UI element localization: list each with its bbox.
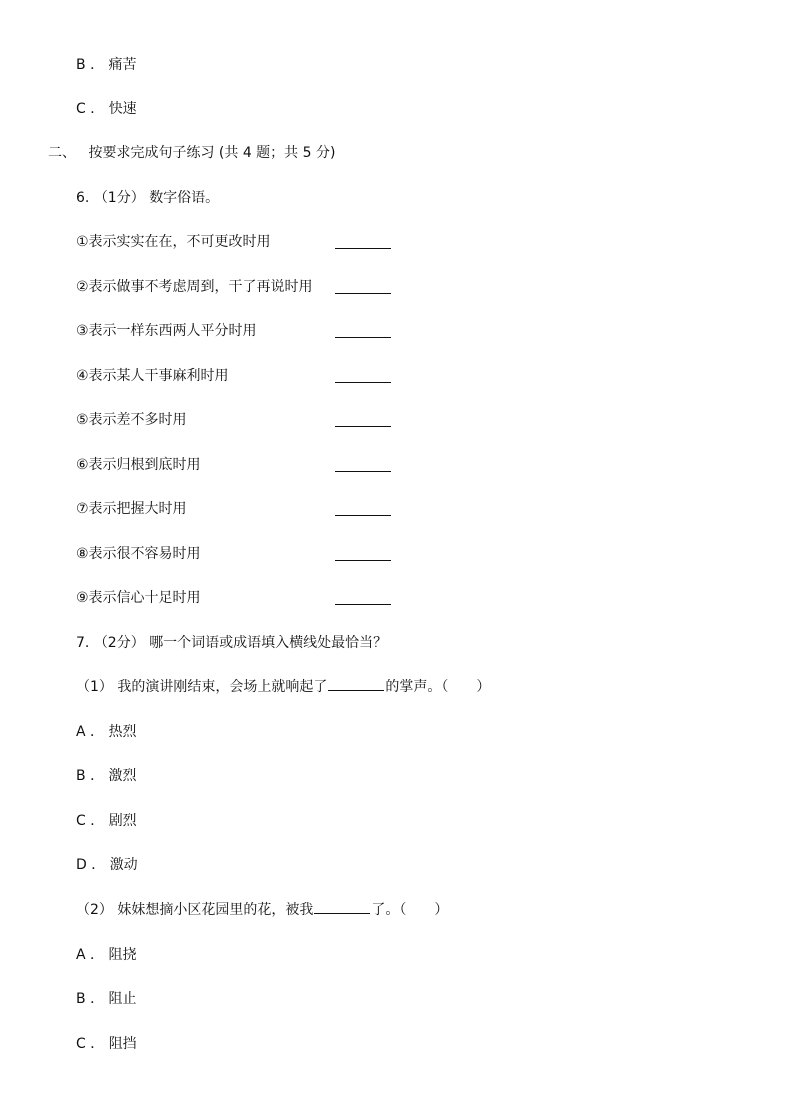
- sub-question-number: （2）: [76, 902, 113, 918]
- q6-item-2: ②表示做事不考虑周到，干了再说时用: [76, 279, 313, 295]
- option-letter: B: [76, 768, 86, 784]
- sub-question-text-after: 了。（: [371, 902, 407, 918]
- paren-close: ）: [434, 902, 449, 918]
- q7-sub1-option-b[interactable]: [76, 766, 137, 786]
- option-c-prev: [76, 99, 137, 119]
- q6-answer-blank-5[interactable]: [335, 426, 391, 427]
- sub-question-text-after: 的掌声。（: [385, 679, 449, 695]
- question-score: （1分）: [93, 190, 145, 206]
- option-text: 痛苦: [108, 57, 137, 73]
- question-prompt: 数字俗语。: [149, 190, 220, 206]
- option-text: 阻挠: [108, 947, 137, 963]
- q6-answer-blank-9[interactable]: [335, 604, 391, 605]
- q7-sub2-option-c[interactable]: [76, 1034, 137, 1054]
- question-prompt: 哪一个词语或成语填入横线处最恰当？: [149, 635, 388, 651]
- option-separator: ．: [90, 1036, 105, 1052]
- option-separator: ．: [90, 947, 105, 963]
- q6-answer-blank-1[interactable]: [335, 248, 391, 249]
- option-text: 阻止: [108, 991, 137, 1007]
- q7-sub2-option-a[interactable]: [76, 945, 136, 965]
- q6-answer-blank-4[interactable]: [335, 382, 391, 383]
- option-text: 快速: [108, 101, 137, 117]
- q7-sub1-stem: [76, 677, 490, 697]
- paren-close: ）: [476, 679, 491, 695]
- option-separator: ．: [90, 813, 105, 829]
- option-separator: ．: [90, 991, 105, 1007]
- q6-answer-blank-6[interactable]: [335, 471, 391, 472]
- q6-item-6: ⑥表示归根到底时用: [76, 457, 201, 473]
- q6-item-1: ①表示实实在在，不可更改时用: [76, 234, 271, 250]
- q7-sub2-stem: [76, 900, 448, 920]
- option-separator: ．: [90, 724, 105, 740]
- question-score: （2分）: [93, 635, 145, 651]
- question-7-header: [76, 633, 387, 653]
- question-number: 6.: [76, 190, 90, 206]
- option-text: 阻挡: [108, 1036, 137, 1052]
- option-letter: A: [76, 724, 86, 740]
- q6-item-5: ⑤表示差不多时用: [76, 412, 187, 428]
- option-text: 激动: [109, 857, 138, 873]
- q6-item-4: ④表示某人干事麻利时用: [76, 368, 229, 384]
- q6-answer-blank-2[interactable]: [335, 293, 391, 294]
- q6-answer-blank-7[interactable]: [335, 515, 391, 516]
- q7-sub1-fill-blank[interactable]: [328, 690, 384, 691]
- section-heading: [48, 143, 335, 163]
- option-letter: D: [76, 857, 87, 873]
- sub-question-number: （1）: [76, 679, 113, 695]
- q6-item-7: ⑦表示把握大时用: [76, 501, 187, 517]
- q6-item-3: ③表示一样东西两人平分时用: [76, 323, 257, 339]
- sub-question-text-before: 妹妹想摘小区花园里的花，被我: [117, 902, 314, 918]
- q7-sub2-fill-blank[interactable]: [314, 913, 370, 914]
- option-letter: C: [76, 813, 86, 829]
- q6-item-8: ⑧表示很不容易时用: [76, 546, 201, 562]
- question-number: 7.: [76, 635, 90, 651]
- option-letter: C: [76, 101, 86, 117]
- option-separator: ．: [90, 101, 105, 117]
- option-text: 激烈: [108, 768, 137, 784]
- option-separator: ．: [91, 857, 106, 873]
- sub-question-text-before: 我的演讲刚结束，会场上就响起了: [117, 679, 328, 695]
- q7-sub1-option-d[interactable]: [76, 855, 138, 875]
- q7-sub1-option-c[interactable]: [76, 811, 137, 831]
- q6-answer-blank-8[interactable]: [335, 560, 391, 561]
- q7-sub2-option-b[interactable]: [76, 989, 137, 1009]
- option-letter: B: [76, 991, 86, 1007]
- option-letter: A: [76, 947, 86, 963]
- section-number: 二、: [48, 145, 76, 161]
- option-text: 剧烈: [108, 813, 137, 829]
- option-b-prev: [76, 55, 137, 75]
- option-separator: ．: [90, 57, 105, 73]
- section-title: 按要求完成句子练习 (共 4 题；共 5 分): [88, 145, 336, 161]
- option-separator: ．: [90, 768, 105, 784]
- option-text: 热烈: [108, 724, 137, 740]
- q7-sub1-option-a[interactable]: [76, 722, 136, 742]
- question-6-header: [76, 188, 219, 208]
- option-letter: C: [76, 1036, 86, 1052]
- option-letter: B: [76, 57, 86, 73]
- q6-answer-blank-3[interactable]: [335, 337, 391, 338]
- q6-item-9: ⑨表示信心十足时用: [76, 590, 201, 606]
